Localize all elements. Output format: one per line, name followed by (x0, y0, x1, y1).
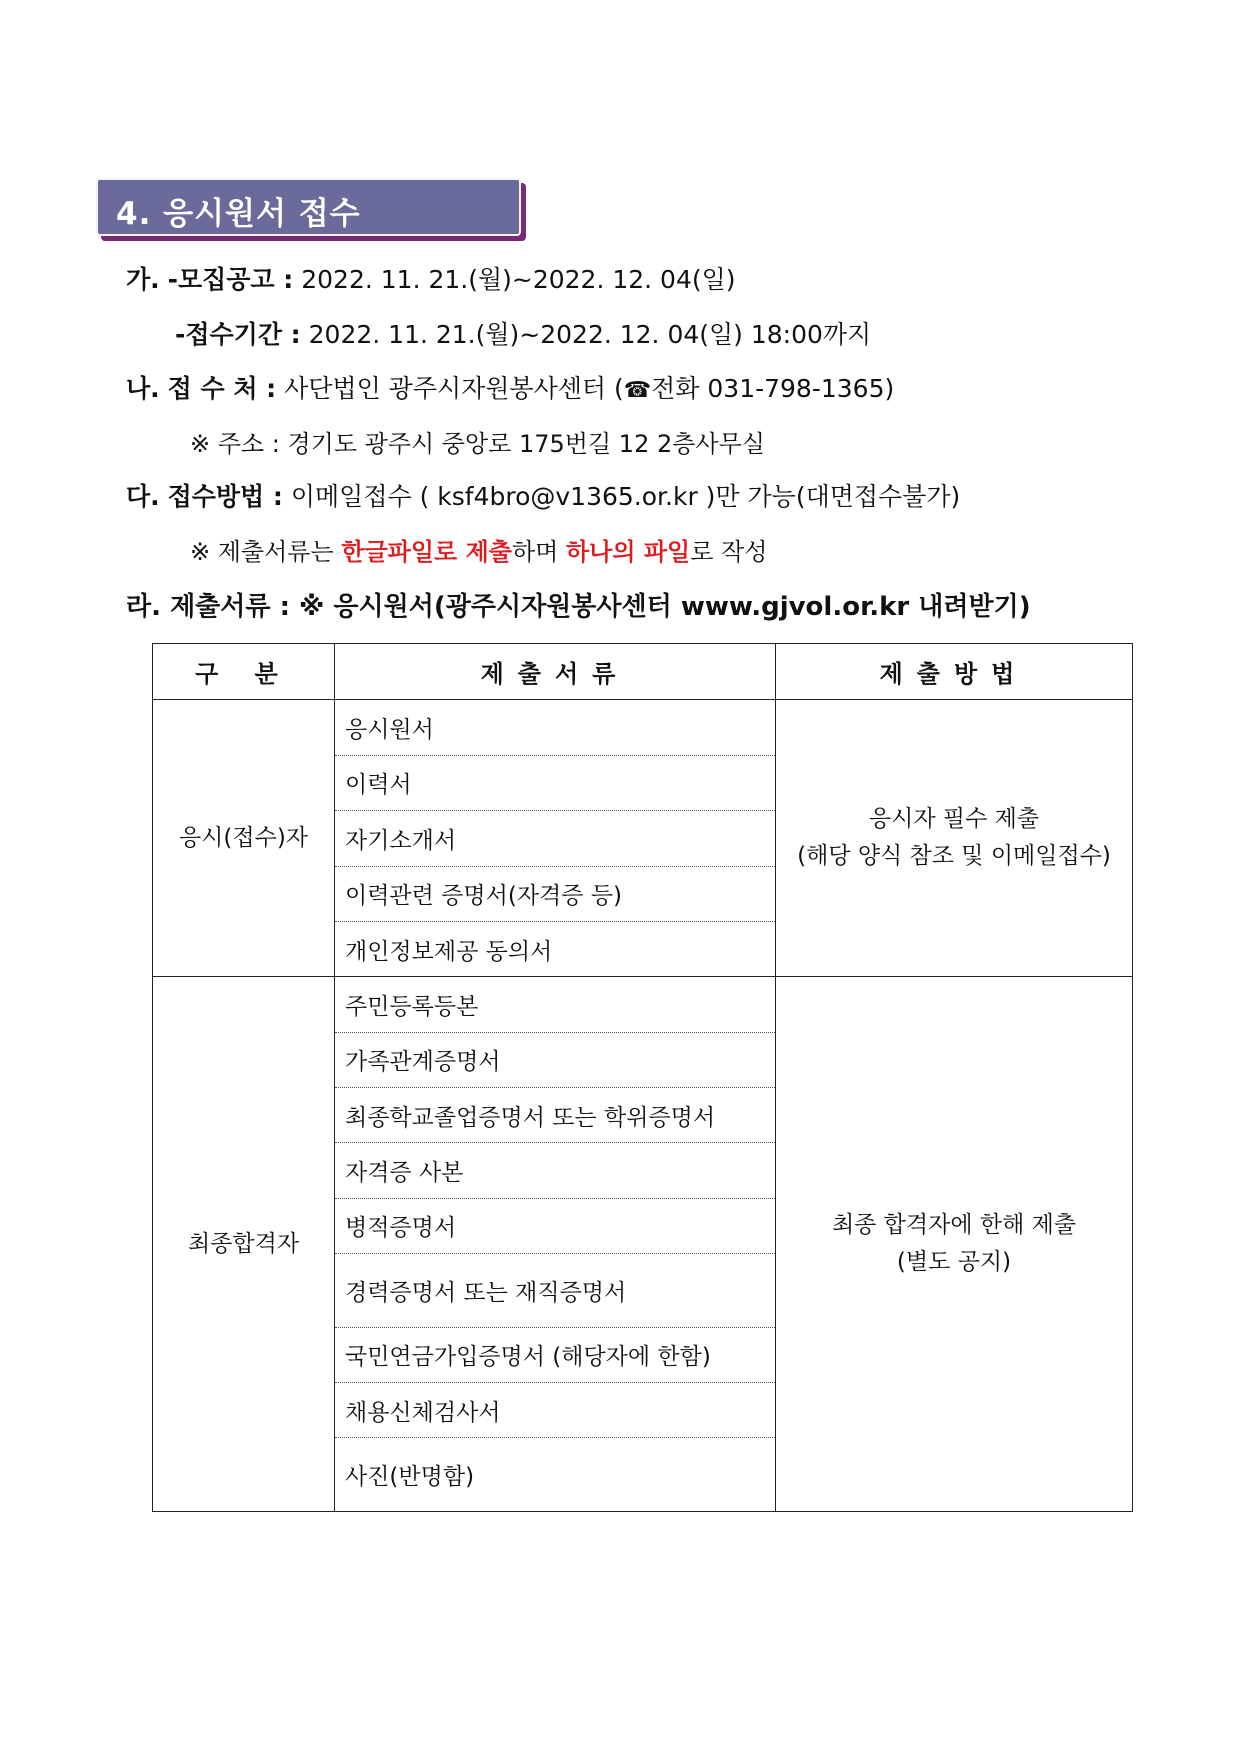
method-value: 이메일접수 ( ksf4bro@v1365.or.kr )만 가능(대면접수불가) (290, 482, 961, 511)
item-marker: 다. (126, 482, 160, 511)
doc-item: 개인정보제공 동의서 (335, 921, 776, 976)
doc-item: 이력관련 증명서(자격증 등) (335, 866, 776, 921)
documents-label: 제출서류 : (170, 592, 290, 622)
documents-value: ※ 응시원서(광주시자원봉사센터 www.gjvol.or.kr 내려받기) (299, 592, 1031, 622)
method-line-1: 최종 합격자에 한해 제출 (831, 1212, 1077, 1239)
doc-item: 국민연금가입증명서 (해당자에 한함) (335, 1327, 776, 1382)
doc-item: 자격증 사본 (335, 1143, 776, 1198)
item-marker: 라. (126, 592, 161, 622)
item-marker: 나. (126, 374, 160, 403)
doc-item: 경력증명서 또는 재직증명서 (335, 1254, 776, 1328)
apply-period-line (175, 315, 871, 351)
header-category: 구 분 (153, 644, 335, 700)
item-marker: 가. (126, 265, 160, 294)
submission-note (190, 532, 767, 567)
address-line: ※ 주소 : 경기도 광주시 중앙로 175번길 12 2층사무실 (190, 430, 765, 458)
section-header (96, 178, 521, 236)
recruit-value: 2022. 11. 21.(월)~2022. 12. 04(일) (301, 265, 736, 294)
header-documents: 제출서류 (335, 644, 776, 700)
apply-value: 2022. 11. 21.(월)~2022. 12. 04(일) 18:00까지 (308, 320, 872, 349)
reception-phone: 전화 031-798-1365) (651, 374, 895, 403)
method-line (126, 477, 960, 513)
doc-item: 응시원서 (335, 700, 776, 755)
note-highlight-single-file: 하나의 파일 (565, 538, 691, 566)
category-label: 응시(접수)자 (178, 825, 309, 852)
note-text: 로 작성 (690, 538, 768, 566)
section-title: 4. 응시원서 접수 (116, 196, 361, 232)
table-header-row (153, 644, 1133, 700)
recruit-label: -모집공고 : (167, 265, 294, 294)
table-row (153, 700, 1133, 755)
reception-line (126, 369, 894, 405)
method-applicant (776, 700, 1133, 977)
doc-item: 가족관계증명서 (335, 1032, 776, 1087)
doc-item: 주민등록등본 (335, 977, 776, 1032)
apply-label: -접수기간 : (175, 320, 301, 349)
doc-item: 최종학교졸업증명서 또는 학위증명서 (335, 1088, 776, 1143)
documents-table (152, 643, 1133, 1512)
method-line-1: 응시자 필수 제출 (868, 806, 1040, 833)
documents-line (126, 586, 1031, 623)
recruit-line (126, 260, 736, 296)
doc-item: 이력서 (335, 755, 776, 810)
table-row (153, 977, 1133, 1032)
method-final (776, 977, 1133, 1512)
method-line-2: (별도 공지) (896, 1249, 1012, 1276)
doc-item: 채용신체검사서 (335, 1383, 776, 1438)
note-text: 하며 (511, 538, 566, 566)
method-line-2: (해당 양식 참조 및 이메일접수) (797, 843, 1111, 870)
doc-item: 병적증명서 (335, 1198, 776, 1253)
note-highlight-hwp: 한글파일로 제출 (341, 538, 512, 566)
category-applicant (153, 700, 335, 977)
header-method: 제출방법 (776, 644, 1133, 700)
method-label: 접수방법 : (167, 482, 283, 511)
reception-org: 사단법인 광주시자원봉사센터 ( (284, 374, 624, 403)
doc-item: 자기소개서 (335, 811, 776, 866)
note-text: ※ 제출서류는 (190, 538, 342, 566)
doc-item: 사진(반명함) (335, 1438, 776, 1512)
category-final: 최종합격자 (153, 977, 335, 1512)
reception-label: 접 수 처 : (167, 374, 277, 403)
phone-icon: ☎ (623, 378, 652, 403)
